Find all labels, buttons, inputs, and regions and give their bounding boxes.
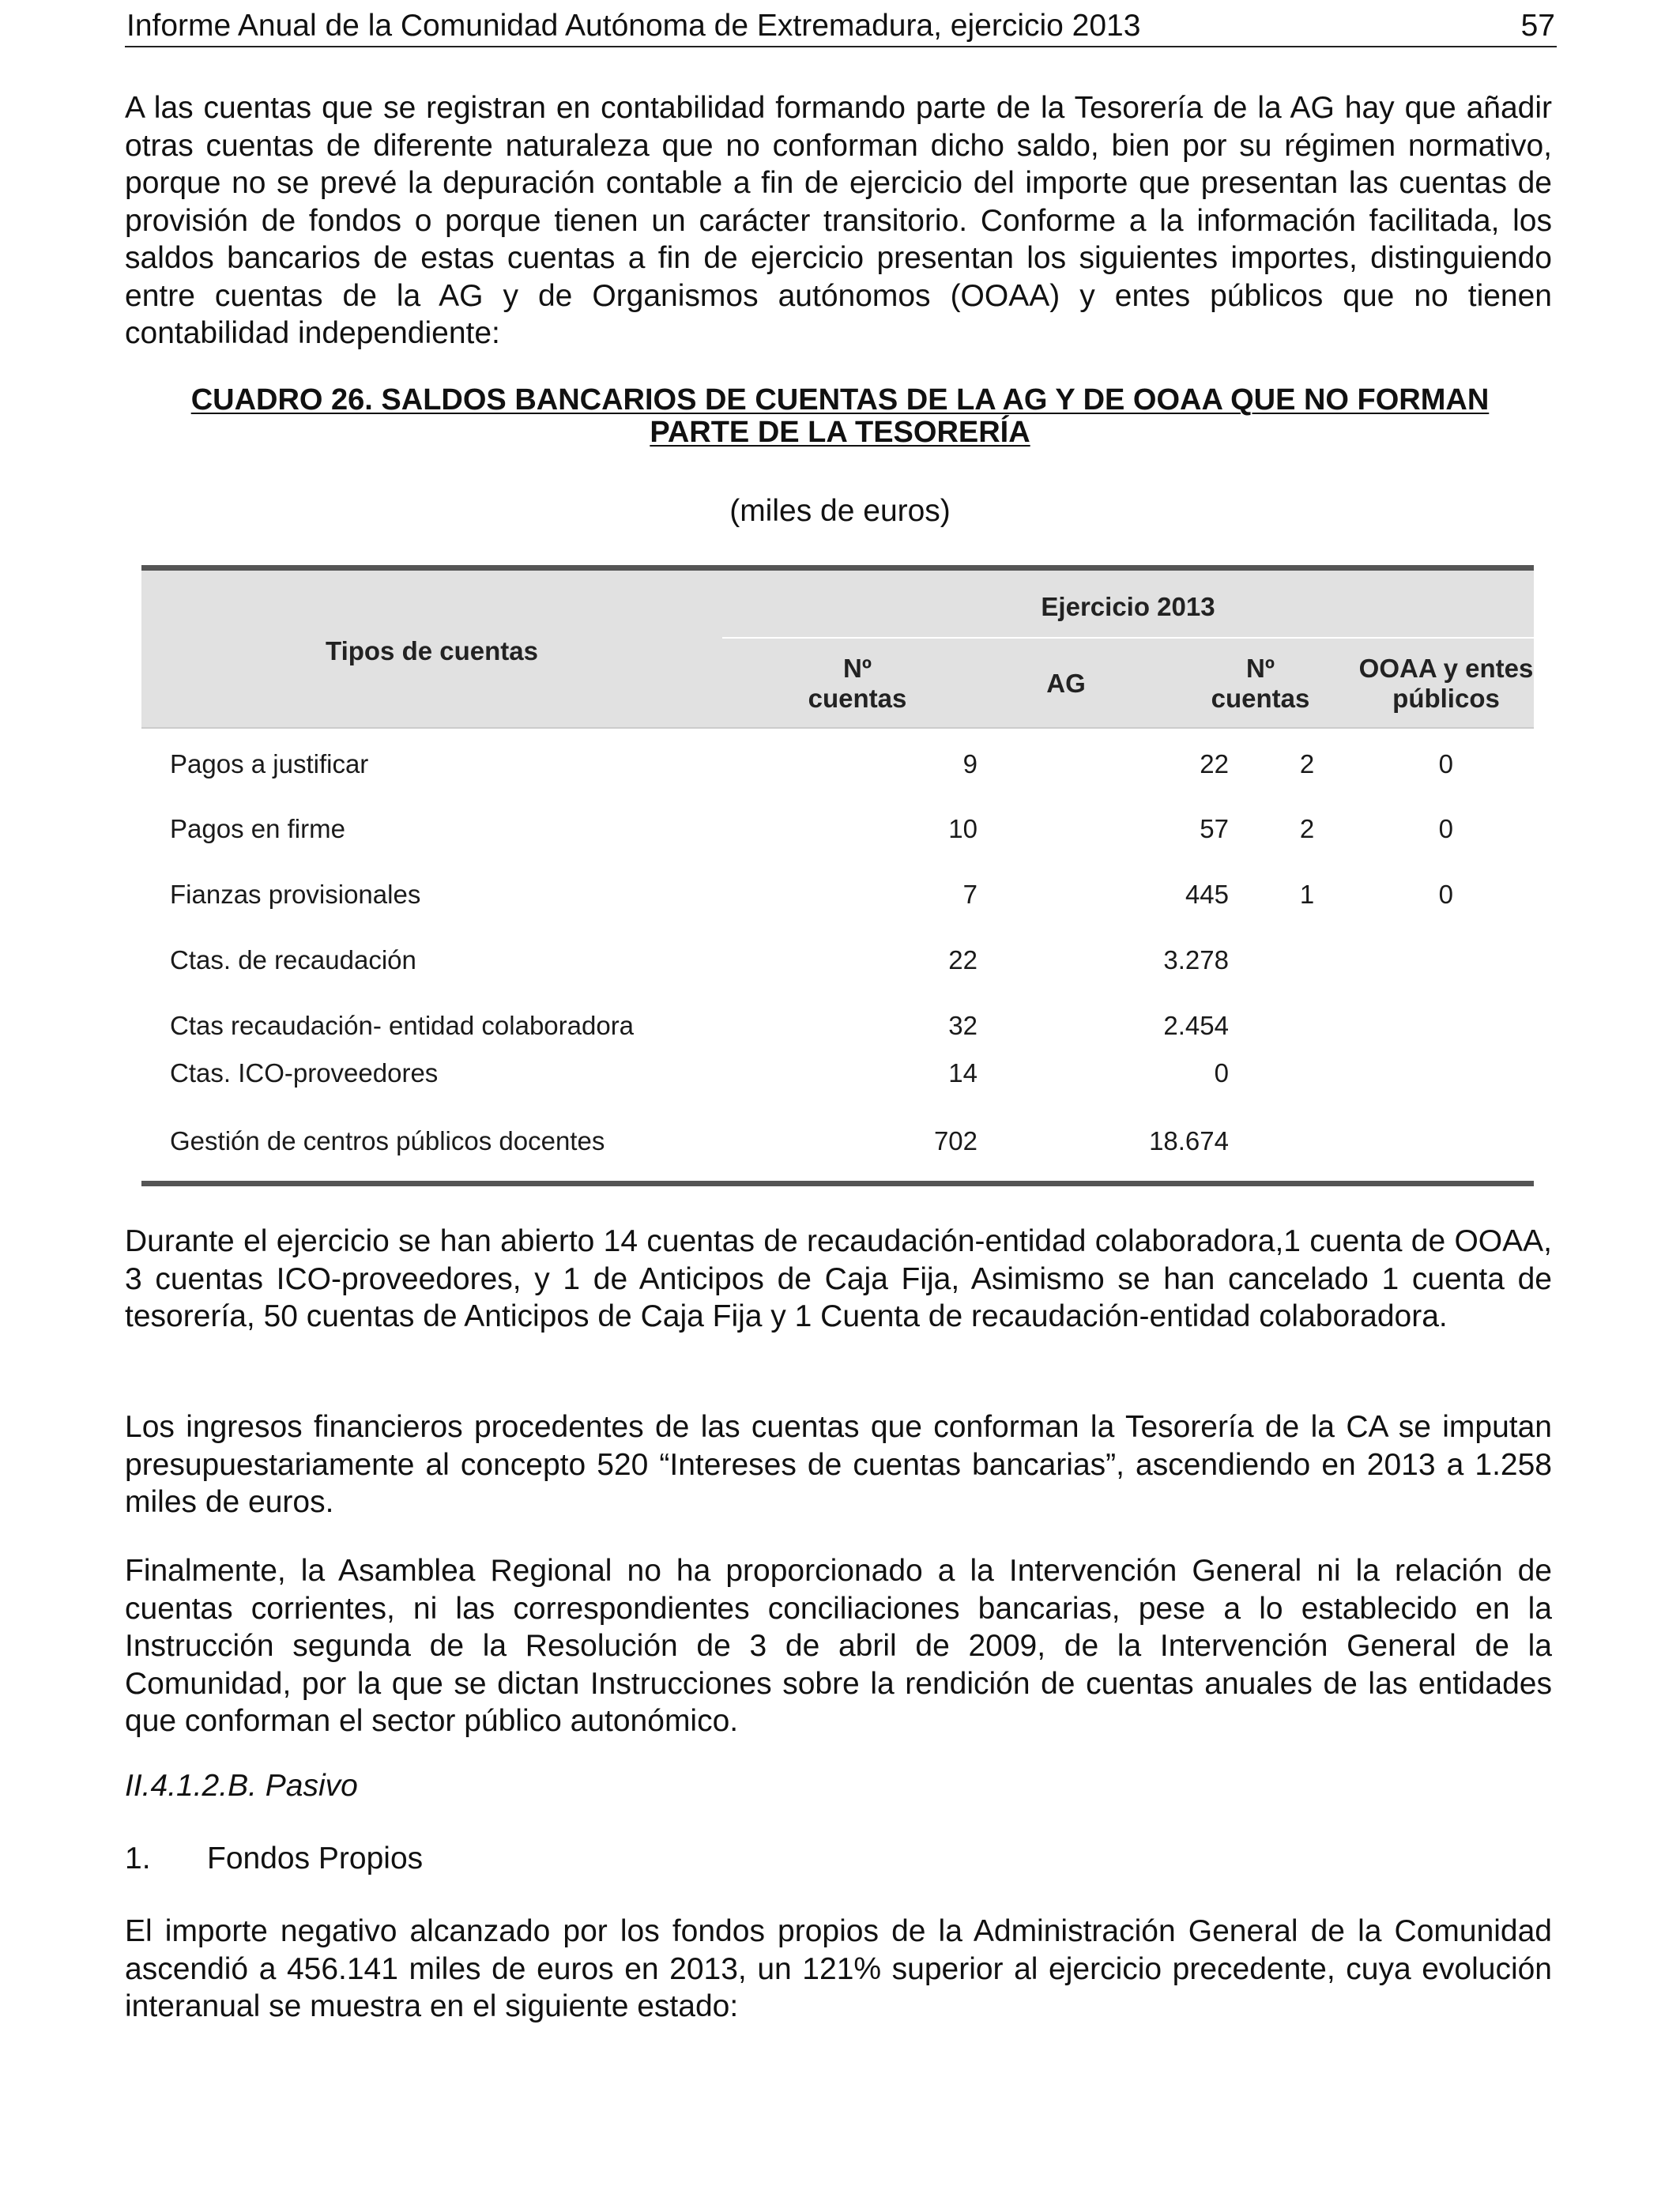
row-ooaa: 0 — [1438, 749, 1453, 778]
table-bottom-rule — [141, 1181, 1534, 1186]
finalmente-paragraph: Finalmente, la Asamblea Regional no ha proporcionado a la Intervención General ni la relación de cuentas corrientes, ni las correspondientes conciliaciones bancarias, pese a lo establecido en la Instrucción segunda de la Resolución de 3 de abril de 2009, de la Intervención General de la Comunidad, por la que se dictan Instrucciones sobre la rendición de cuentas anuales de las entidades que conforman el sector público autonómico. — [125, 1554, 1552, 1738]
row-label: Pagos a justificar — [170, 749, 369, 778]
row-n-cuentas-ooaa: 2 — [1299, 749, 1315, 778]
row-n-cuentas-ag: 9 — [962, 749, 977, 778]
report-title: Informe Anual de la Comunidad Autónoma de Extremadura, ejercicio 2013 — [126, 9, 1141, 43]
durante-paragraph: Durante el ejercicio se han abierto 14 cuentas de recaudación-entidad colaboradora,1 cuenta de OOAA, 3 cuentas ICO-proveedores, y 1 de Anticipos de Caja Fija, Asimismo se han cancelado 1 cuenta de tesorería, 50 cuentas de Anticipos de Caja Fija y 1 Cuenta de recaudación-entidad colaboradora. — [125, 1224, 1552, 1333]
page-number: 57 — [1520, 9, 1555, 43]
table-title-line-2: PARTE DE LA TESORERÍA — [650, 416, 1030, 449]
row-label: Ctas recaudación- entidad colaboradora — [170, 1011, 635, 1040]
row-ag: 18.674 — [1149, 1126, 1229, 1155]
list-text: Fondos Propios — [207, 1842, 424, 1875]
row-n-cuentas-ooaa: 2 — [1299, 814, 1315, 843]
row-n-cuentas-ag: 22 — [948, 945, 977, 974]
col-header-n-cuentas-ag-line2: cuentas — [808, 684, 907, 713]
table-units: (miles de euros) — [729, 494, 951, 528]
row-ag: 2.454 — [1163, 1011, 1229, 1040]
table-top-rule — [141, 565, 1534, 571]
row-label: Fianzas provisionales — [170, 880, 421, 909]
row-ag: 445 — [1185, 880, 1229, 909]
row-ooaa: 0 — [1438, 880, 1453, 909]
group-header-ejercicio: Ejercicio 2013 — [1041, 592, 1215, 621]
importe-paragraph: El importe negativo alcanzado por los fondos propios de la Administración General de la Comunidad ascendió a 456.141 miles de euros en 2013, un 121% superior al ejercicio precedente, cuya evolución interanual se muestra en el siguiente estado: — [125, 1914, 1552, 2023]
row-n-cuentas-ag: 10 — [948, 814, 977, 843]
col-header-ag: AG — [1046, 669, 1086, 698]
intro-paragraph: A las cuentas que se registran en contabilidad formando parte de la Tesorería de la AG hay que añadir otras cuentas de diferente naturaleza que no conforman dicho saldo, bien por su régimen normativo, porque no se prevé la depuración contable a fin de ejercicio del importe que presentan las cuentas de provisión de fondos o porque tienen un carácter transitorio. Conforme a la información facilitada, los saldos bancarios de estas cuentas a fin de ejercicio presentan los siguientes importes, distinguiendo entre cuentas de la AG y de Organismos autónomos (OOAA) y entes públicos que no tienen contabilidad independiente: — [125, 91, 1552, 350]
saldos-table — [141, 565, 1534, 1189]
row-label: Pagos en firme — [170, 814, 345, 843]
row-ag: 0 — [1214, 1058, 1229, 1088]
col-header-tipos: Tipos de cuentas — [326, 636, 538, 665]
col-header-n-cuentas-ooaa-line2: cuentas — [1211, 684, 1310, 713]
row-ag: 22 — [1200, 749, 1229, 778]
ingresos-paragraph: Los ingresos financieros procedentes de las cuentas que conforman la Tesorería de la CA se imputan presupuestariamente al concepto 520 “Intereses de cuentas bancarias”, ascendiendo en 2013 a 1.258 miles de euros. — [125, 1410, 1552, 1519]
row-n-cuentas-ooaa: 1 — [1299, 880, 1315, 909]
header-bottom-line — [141, 727, 1534, 729]
row-label: Ctas. de recaudación — [170, 945, 416, 974]
row-label: Gestión de centros públicos docentes — [170, 1126, 605, 1155]
row-n-cuentas-ag: 7 — [962, 880, 977, 909]
row-ag: 3.278 — [1163, 945, 1229, 974]
row-ag: 57 — [1200, 814, 1229, 843]
running-header — [125, 6, 1557, 47]
col-header-ooaa-line1: OOAA y entes — [1358, 654, 1534, 683]
list-number: 1. — [125, 1842, 151, 1875]
row-ooaa: 0 — [1438, 814, 1453, 843]
header-separator — [722, 637, 1534, 639]
col-header-ooaa-line2: públicos — [1392, 684, 1500, 713]
table-title — [125, 384, 1555, 449]
table-title-line-1: CUADRO 26. SALDOS BANCARIOS DE CUENTAS DE LA AG Y DE OOAA QUE NO FORMAN — [190, 383, 1490, 417]
col-header-n-cuentas-ooaa — [1177, 654, 1344, 714]
section-heading: II.4.1.2.B. Pasivo — [125, 1769, 358, 1803]
col-header-n-cuentas-ooaa-line1: Nº — [1246, 654, 1275, 683]
col-header-ooaa — [1358, 654, 1534, 714]
row-n-cuentas-ag: 32 — [948, 1011, 977, 1040]
row-label: Ctas. ICO-proveedores — [170, 1058, 439, 1088]
row-n-cuentas-ag: 702 — [933, 1126, 977, 1155]
col-header-n-cuentas-ag-line1: Nº — [843, 654, 872, 683]
row-n-cuentas-ag: 14 — [948, 1058, 977, 1088]
col-header-n-cuentas-ag — [774, 654, 941, 714]
